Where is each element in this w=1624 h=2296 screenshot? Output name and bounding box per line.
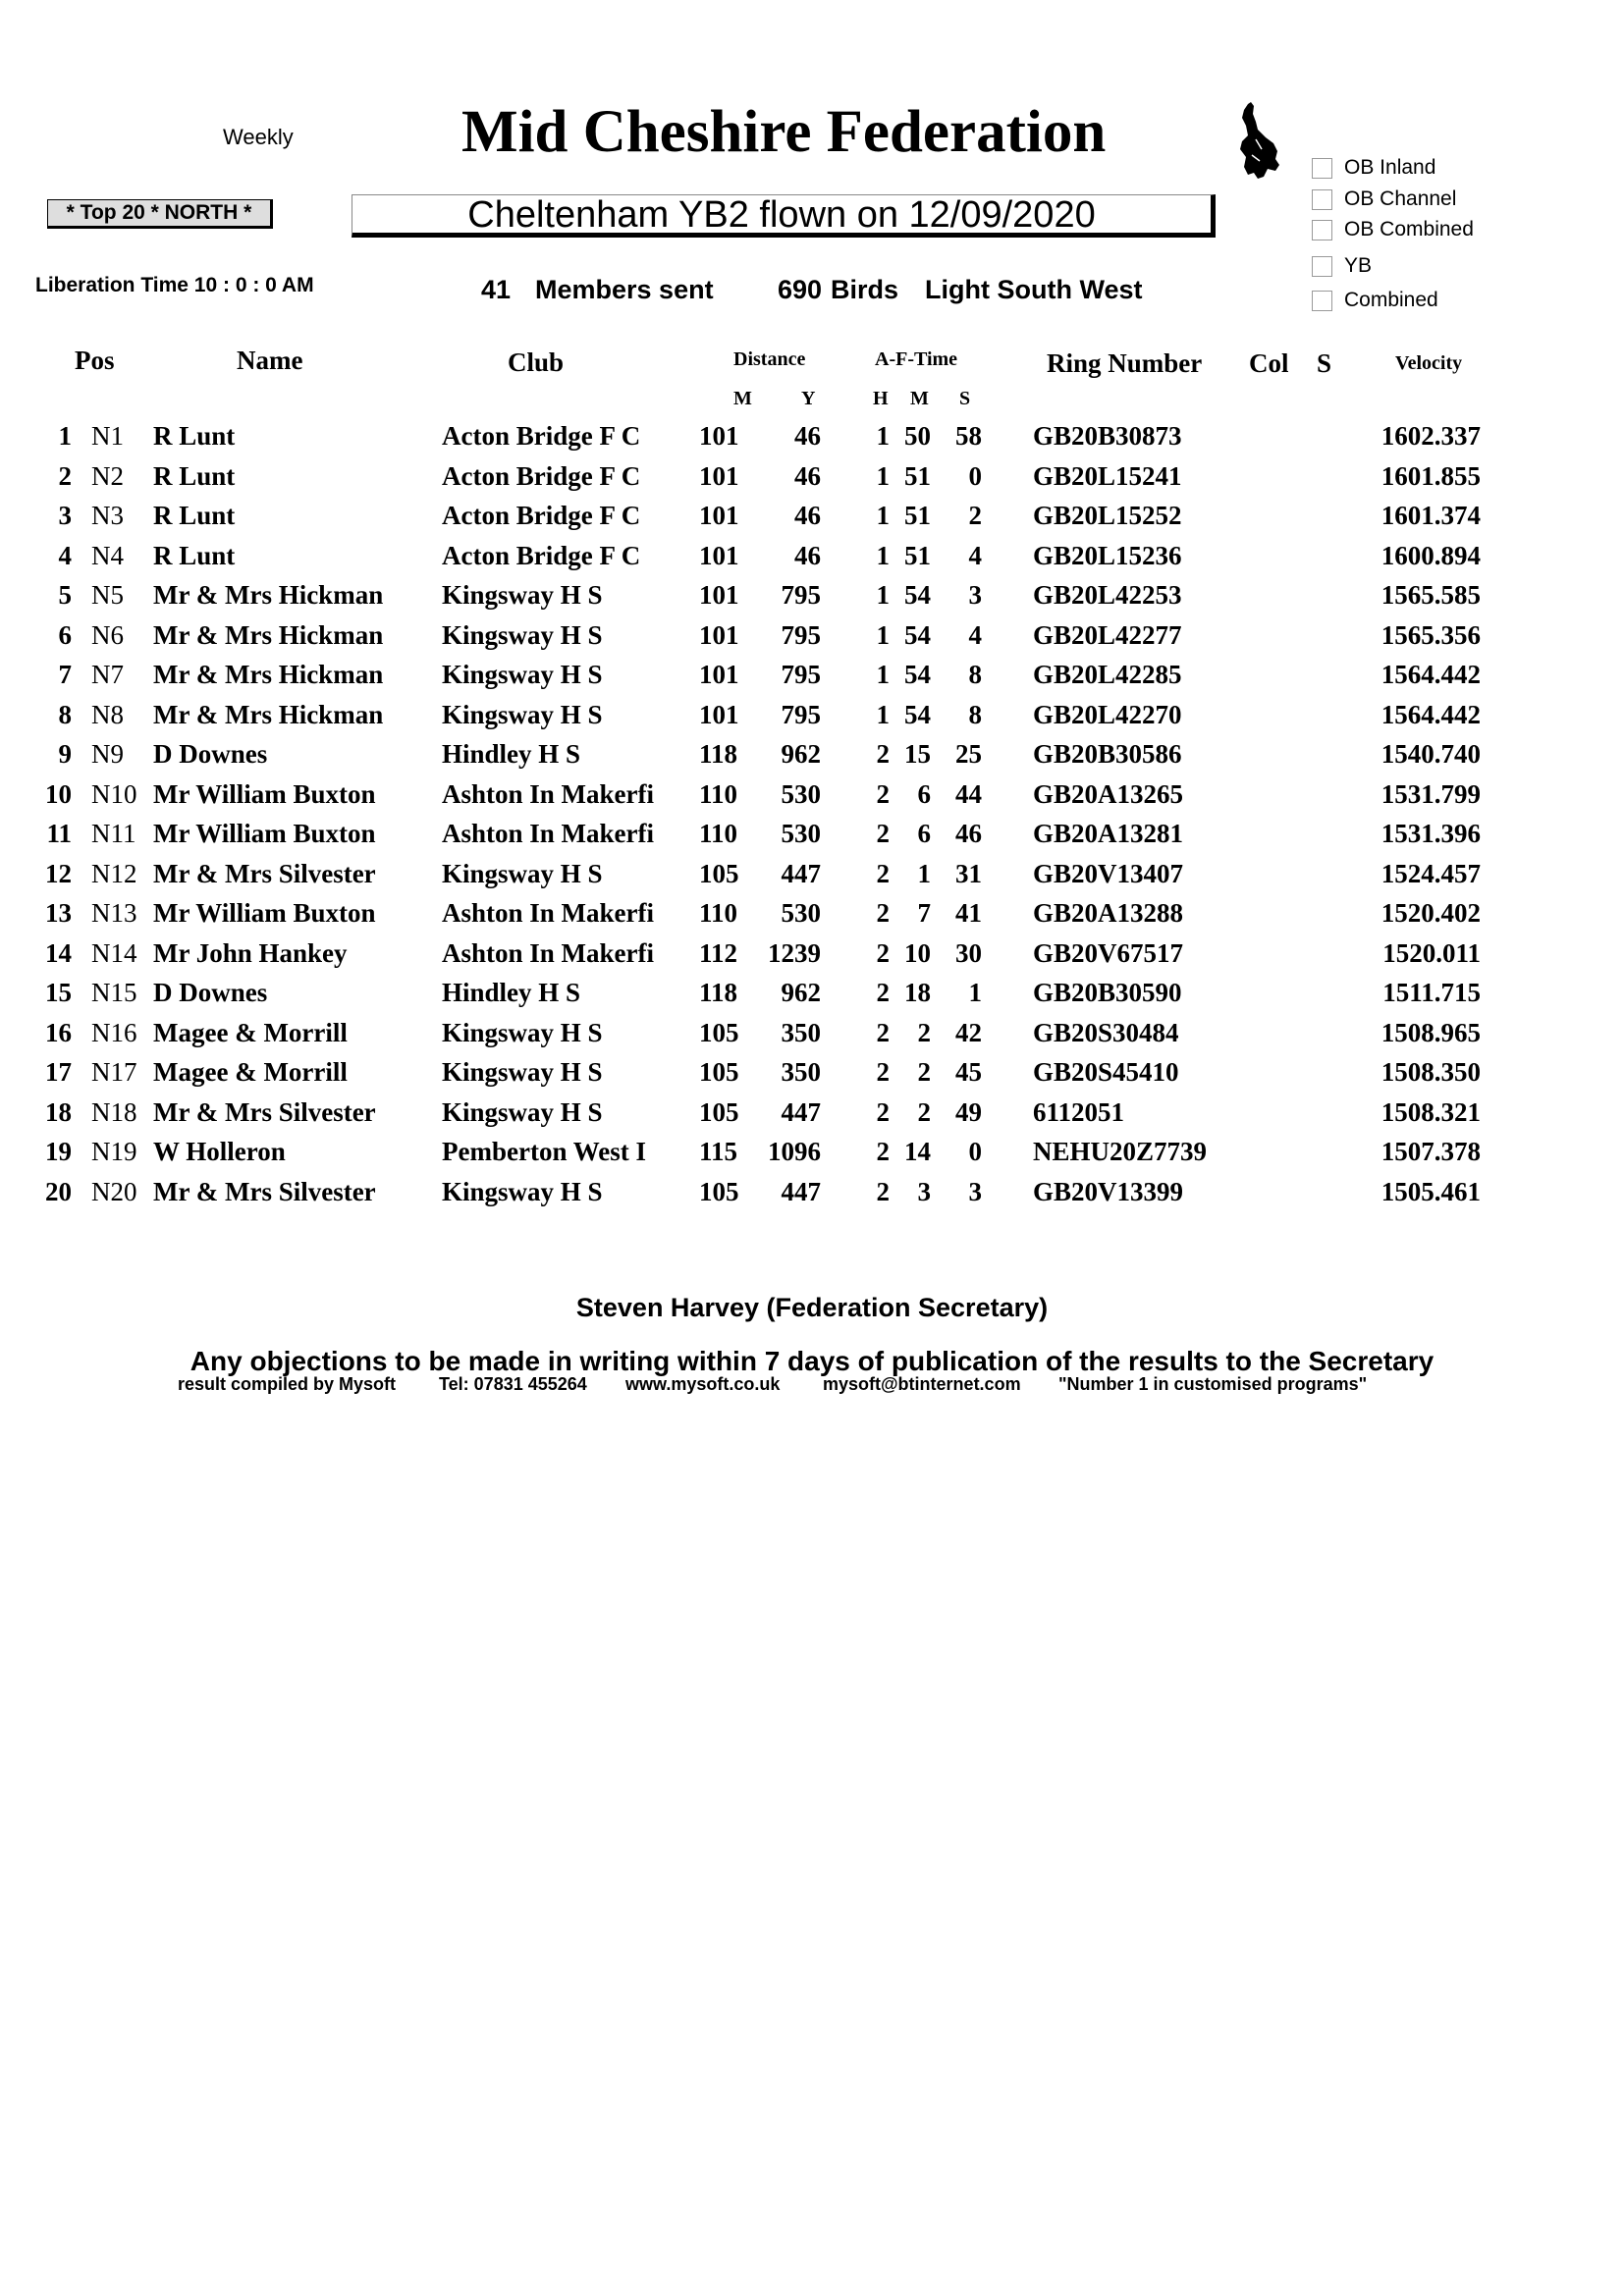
distance-yards: 350: [781, 1017, 821, 1047]
ring-number: GB20L15252: [1033, 501, 1182, 530]
ring-number: GB20A13288: [1033, 898, 1184, 928]
member-name: Mr William Buxton: [153, 778, 376, 809]
time-hours: 2: [876, 1017, 890, 1047]
secretary-signature: Steven Harvey (Federation Secretary): [575, 1293, 1049, 1322]
ring-number: GB20L42270: [1033, 699, 1182, 729]
club-name: Kingsway H S: [442, 619, 603, 650]
distance-yards: 795: [781, 699, 821, 729]
member-name: D Downes: [153, 739, 268, 769]
member-name: Mr & Mrs Silvester: [153, 1096, 376, 1127]
section-code: N16: [91, 1017, 137, 1047]
time-minutes: 15: [904, 739, 931, 769]
velocity: 1505.461: [1380, 1176, 1481, 1206]
position: 6: [58, 619, 72, 650]
velocity: 1564.442: [1380, 699, 1481, 729]
ring-number: GB20L15241: [1033, 460, 1182, 491]
position: 17: [45, 1057, 72, 1087]
checkbox[interactable]: [1312, 189, 1332, 210]
ring-number: GB20L42285: [1033, 660, 1182, 689]
checkbox[interactable]: [1312, 220, 1332, 240]
section-code: N17: [91, 1057, 137, 1087]
distance-yards: 46: [794, 540, 821, 570]
distance-yards: 46: [794, 501, 821, 530]
time-hours: 1: [876, 501, 890, 530]
section-code: N2: [91, 460, 124, 491]
section-code: N14: [91, 937, 137, 968]
velocity: 1531.396: [1380, 819, 1481, 848]
velocity: 1507.378: [1380, 1137, 1481, 1166]
distance-yards: 1239: [768, 937, 821, 968]
distance-yards: 46: [794, 421, 821, 451]
time-hours: 2: [876, 898, 890, 928]
table-row: [0, 501, 1624, 541]
position: 16: [45, 1017, 72, 1047]
birds-count: 690: [778, 275, 823, 304]
col-header-sex: S: [1317, 348, 1332, 378]
distance-miles: 101: [699, 580, 739, 610]
club-name: Hindley H S: [442, 739, 581, 769]
col-header-minutes: M: [910, 388, 929, 409]
time-hours: 2: [876, 1096, 890, 1127]
section-code: N19: [91, 1137, 137, 1166]
member-name: R Lunt: [153, 460, 236, 491]
time-seconds: 0: [968, 460, 982, 491]
members-label: Members sent: [535, 275, 714, 304]
distance-yards: 795: [781, 619, 821, 650]
checkbox[interactable]: [1312, 256, 1332, 277]
distance-yards: 530: [781, 819, 821, 848]
checkbox[interactable]: [1312, 291, 1332, 311]
time-hours: 2: [876, 858, 890, 888]
section-code: N12: [91, 858, 137, 888]
option-label: OB Combined: [1344, 218, 1474, 240]
velocity: 1565.585: [1380, 580, 1481, 610]
club-name: Ashton In Makerfi: [442, 819, 655, 848]
col-header-distance: Distance: [733, 348, 806, 370]
section-code: N13: [91, 898, 137, 928]
distance-yards: 447: [781, 858, 821, 888]
member-name: R Lunt: [153, 540, 236, 570]
pigeon-silhouette-icon: [1232, 100, 1281, 181]
distance-yards: 530: [781, 778, 821, 809]
time-seconds: 0: [968, 1137, 982, 1166]
time-minutes: 2: [917, 1017, 931, 1047]
section-code: N4: [91, 540, 124, 570]
time-minutes: 7: [917, 898, 931, 928]
slogan: "Number 1 in customised programs": [1058, 1374, 1368, 1394]
section-code: N9: [91, 739, 124, 769]
time-seconds: 8: [968, 699, 982, 729]
club-name: Kingsway H S: [442, 1096, 603, 1127]
club-name: Kingsway H S: [442, 580, 603, 610]
col-header-yards: Y: [801, 388, 816, 409]
member-name: Mr & Mrs Hickman: [153, 699, 384, 729]
time-hours: 1: [876, 699, 890, 729]
section-code: N8: [91, 699, 124, 729]
col-header-aftime: A-F-Time: [875, 348, 958, 370]
table-row: [0, 898, 1624, 938]
section-badge: * Top 20 * NORTH *: [47, 199, 273, 229]
table-row: [0, 541, 1624, 581]
time-hours: 2: [876, 819, 890, 848]
distance-yards: 1096: [768, 1137, 821, 1166]
distance-miles: 101: [699, 501, 739, 530]
col-header-velocity: Velocity: [1395, 352, 1463, 374]
time-hours: 2: [876, 778, 890, 809]
table-row: [0, 1177, 1624, 1217]
time-minutes: 54: [904, 699, 931, 729]
ring-number: GB20V13407: [1033, 858, 1184, 888]
club-name: Acton Bridge F C: [442, 501, 641, 530]
checkbox[interactable]: [1312, 158, 1332, 179]
ring-number: GB20L42277: [1033, 619, 1182, 650]
ring-number: 6112051: [1033, 1096, 1125, 1127]
time-minutes: 3: [917, 1176, 931, 1206]
website-link[interactable]: www.mysoft.co.uk: [625, 1374, 781, 1394]
velocity: 1508.965: [1380, 1017, 1481, 1047]
email-link[interactable]: mysoft@btinternet.com: [823, 1374, 1021, 1394]
option-label: OB Inland: [1344, 156, 1436, 179]
time-hours: 2: [876, 1137, 890, 1166]
velocity: 1602.337: [1380, 421, 1481, 451]
member-name: Mr & Mrs Hickman: [153, 580, 384, 610]
time-seconds: 4: [968, 540, 982, 570]
option-label: YB: [1344, 254, 1373, 277]
distance-miles: 101: [699, 660, 739, 689]
time-hours: 1: [876, 460, 890, 491]
section-code: N1: [91, 421, 124, 451]
position: 5: [58, 580, 72, 610]
distance-yards: 962: [781, 739, 821, 769]
table-row: [0, 859, 1624, 899]
distance-yards: 795: [781, 580, 821, 610]
position: 9: [58, 739, 72, 769]
position: 14: [45, 937, 72, 968]
time-hours: 2: [876, 739, 890, 769]
time-seconds: 8: [968, 660, 982, 689]
distance-miles: 112: [699, 937, 738, 968]
time-minutes: 18: [904, 978, 931, 1007]
col-header-seconds: S: [959, 388, 971, 409]
ring-number: GB20V67517: [1033, 937, 1184, 968]
col-header-pos: Pos: [75, 346, 115, 375]
member-name: D Downes: [153, 978, 268, 1007]
time-hours: 1: [876, 421, 890, 451]
phone-number: Tel: 07831 455264: [439, 1374, 587, 1394]
section-code: N11: [91, 819, 136, 848]
table-row: [0, 779, 1624, 820]
table-row: [0, 620, 1624, 661]
velocity: 1565.356: [1380, 619, 1481, 650]
position: 15: [45, 978, 72, 1007]
velocity: 1511.715: [1382, 978, 1481, 1007]
time-minutes: 6: [917, 778, 931, 809]
members-count: 41: [481, 275, 512, 304]
time-minutes: 10: [904, 937, 931, 968]
position: 18: [45, 1096, 72, 1127]
results-table: [0, 421, 1624, 1216]
table-row: [0, 421, 1624, 461]
time-minutes: 54: [904, 580, 931, 610]
club-name: Kingsway H S: [442, 660, 603, 689]
objections-notice: Any objections to be made in writing within 7 days of publication of the results to the Secretary: [189, 1346, 1435, 1376]
distance-yards: 530: [781, 898, 821, 928]
distance-yards: 962: [781, 978, 821, 1007]
club-name: Ashton In Makerfi: [442, 937, 655, 968]
wind-label: Light South West: [925, 275, 1143, 304]
club-name: Kingsway H S: [442, 1057, 603, 1087]
time-seconds: 1: [968, 978, 982, 1007]
distance-yards: 447: [781, 1096, 821, 1127]
time-minutes: 51: [904, 501, 931, 530]
page-title: Mid Cheshire Federation: [461, 99, 1107, 165]
velocity: 1601.374: [1380, 501, 1481, 530]
distance-miles: 110: [699, 819, 738, 848]
position: 19: [45, 1137, 72, 1166]
distance-yards: 350: [781, 1057, 821, 1087]
race-title: Cheltenham YB2 flown on 12/09/2020: [352, 194, 1216, 238]
distance-yards: 447: [781, 1176, 821, 1206]
time-hours: 1: [876, 540, 890, 570]
time-seconds: 44: [955, 778, 982, 809]
time-minutes: 51: [904, 540, 931, 570]
time-minutes: 51: [904, 460, 931, 491]
section-code: N7: [91, 660, 124, 689]
time-seconds: 49: [955, 1096, 982, 1127]
time-seconds: 4: [968, 619, 982, 650]
table-row: [0, 1018, 1624, 1058]
time-hours: 2: [876, 937, 890, 968]
ring-number: GB20S45410: [1033, 1057, 1179, 1087]
table-row: [0, 819, 1624, 859]
table-row: [0, 1137, 1624, 1177]
distance-miles: 101: [699, 540, 739, 570]
col-header-ring: Ring Number: [1047, 348, 1203, 378]
ring-number: GB20B30586: [1033, 739, 1182, 769]
distance-miles: 110: [699, 898, 738, 928]
birds-label: Birds: [831, 275, 899, 304]
ring-number: GB20A13281: [1033, 819, 1184, 848]
velocity: 1600.894: [1380, 540, 1481, 570]
table-row: [0, 1057, 1624, 1097]
velocity: 1531.799: [1380, 778, 1481, 809]
section-code: N18: [91, 1096, 137, 1127]
velocity: 1520.011: [1382, 937, 1481, 968]
ring-number: GB20S30484: [1033, 1017, 1179, 1047]
table-row: [0, 978, 1624, 1018]
velocity: 1601.855: [1380, 460, 1481, 491]
option-label: Combined: [1344, 289, 1438, 311]
time-minutes: 1: [917, 858, 931, 888]
distance-yards: 46: [794, 460, 821, 491]
section-code: N20: [91, 1176, 137, 1206]
time-seconds: 58: [955, 421, 982, 451]
time-seconds: 2: [968, 501, 982, 530]
time-seconds: 30: [955, 937, 982, 968]
velocity: 1508.321: [1380, 1096, 1481, 1127]
velocity: 1524.457: [1380, 858, 1481, 888]
velocity: 1540.740: [1380, 739, 1481, 769]
distance-miles: 118: [699, 739, 738, 769]
distance-miles: 101: [699, 460, 739, 491]
club-name: Ashton In Makerfi: [442, 778, 655, 809]
ring-number: GB20V13399: [1033, 1176, 1184, 1206]
velocity: 1564.442: [1380, 660, 1481, 689]
position: 11: [46, 819, 72, 848]
club-name: Pemberton West I: [442, 1137, 646, 1166]
position: 20: [45, 1176, 72, 1206]
ring-number: GB20B30590: [1033, 978, 1182, 1007]
time-seconds: 45: [955, 1057, 982, 1087]
member-name: Mr & Mrs Hickman: [153, 660, 384, 689]
col-header-miles: M: [733, 388, 752, 409]
time-minutes: 2: [917, 1096, 931, 1127]
position: 1: [58, 421, 72, 451]
position: 3: [58, 501, 72, 530]
col-header-hours: H: [873, 388, 889, 409]
ring-number: GB20L42253: [1033, 580, 1182, 610]
time-seconds: 3: [968, 580, 982, 610]
distance-miles: 101: [699, 619, 739, 650]
club-name: Kingsway H S: [442, 1176, 603, 1206]
member-name: R Lunt: [153, 501, 236, 530]
col-header-col: Col: [1249, 348, 1289, 378]
time-hours: 1: [876, 619, 890, 650]
frequency-label: Weekly: [223, 125, 294, 149]
distance-miles: 105: [699, 1017, 739, 1047]
table-row: [0, 660, 1624, 700]
table-row: [0, 938, 1624, 979]
position: 8: [58, 699, 72, 729]
distance-miles: 118: [699, 978, 738, 1007]
member-name: R Lunt: [153, 421, 236, 451]
distance-miles: 105: [699, 858, 739, 888]
member-name: Mr John Hankey: [153, 937, 348, 968]
position: 2: [58, 460, 72, 491]
section-code: N3: [91, 501, 124, 530]
time-seconds: 3: [968, 1176, 982, 1206]
distance-miles: 105: [699, 1096, 739, 1127]
time-seconds: 25: [955, 739, 982, 769]
distance-miles: 101: [699, 421, 739, 451]
distance-yards: 795: [781, 660, 821, 689]
time-seconds: 31: [955, 858, 982, 888]
distance-miles: 101: [699, 699, 739, 729]
club-name: Kingsway H S: [442, 1017, 603, 1047]
member-name: Mr William Buxton: [153, 819, 376, 848]
table-row: [0, 1097, 1624, 1138]
ring-number: GB20L15236: [1033, 540, 1182, 570]
club-name: Acton Bridge F C: [442, 460, 641, 491]
distance-miles: 110: [699, 778, 738, 809]
col-header-name: Name: [237, 346, 303, 375]
club-name: Kingsway H S: [442, 858, 603, 888]
time-hours: 2: [876, 1176, 890, 1206]
section-code: N10: [91, 778, 137, 809]
member-name: Magee & Morrill: [153, 1017, 348, 1047]
time-minutes: 14: [904, 1137, 931, 1166]
club-name: Kingsway H S: [442, 699, 603, 729]
time-hours: 1: [876, 580, 890, 610]
position: 12: [45, 858, 72, 888]
ring-number: NEHU20Z7739: [1033, 1137, 1208, 1166]
time-minutes: 50: [904, 421, 931, 451]
section-code: N15: [91, 978, 137, 1007]
member-name: Mr William Buxton: [153, 898, 376, 928]
liberation-time: Liberation Time 10 : 0 : 0 AM: [35, 274, 314, 296]
time-hours: 1: [876, 660, 890, 689]
time-seconds: 41: [955, 898, 982, 928]
club-name: Ashton In Makerfi: [442, 898, 655, 928]
ring-number: GB20B30873: [1033, 421, 1182, 451]
distance-miles: 115: [699, 1137, 738, 1166]
option-label: OB Channel: [1344, 187, 1457, 210]
time-hours: 2: [876, 978, 890, 1007]
time-minutes: 54: [904, 660, 931, 689]
table-row: [0, 700, 1624, 740]
time-seconds: 42: [955, 1017, 982, 1047]
time-minutes: 54: [904, 619, 931, 650]
member-name: Magee & Morrill: [153, 1057, 348, 1087]
club-name: Acton Bridge F C: [442, 540, 641, 570]
ring-number: GB20A13265: [1033, 778, 1184, 809]
member-name: W Holleron: [153, 1137, 286, 1166]
col-header-club: Club: [508, 347, 565, 377]
section-code: N5: [91, 580, 124, 610]
velocity: 1520.402: [1380, 898, 1481, 928]
table-row: [0, 461, 1624, 502]
position: 4: [58, 540, 72, 570]
distance-miles: 105: [699, 1176, 739, 1206]
velocity: 1508.350: [1380, 1057, 1481, 1087]
member-name: Mr & Mrs Hickman: [153, 619, 384, 650]
time-minutes: 2: [917, 1057, 931, 1087]
club-name: Acton Bridge F C: [442, 421, 641, 451]
club-name: Hindley H S: [442, 978, 581, 1007]
time-minutes: 6: [917, 819, 931, 848]
time-hours: 2: [876, 1057, 890, 1087]
position: 10: [45, 778, 72, 809]
position: 7: [58, 660, 72, 689]
member-name: Mr & Mrs Silvester: [153, 1176, 376, 1206]
member-name: Mr & Mrs Silvester: [153, 858, 376, 888]
position: 13: [45, 898, 72, 928]
distance-miles: 105: [699, 1057, 739, 1087]
time-seconds: 46: [955, 819, 982, 848]
compiled-by: result compiled by Mysoft: [178, 1374, 397, 1394]
table-row: [0, 580, 1624, 620]
table-row: [0, 739, 1624, 779]
section-code: N6: [91, 619, 124, 650]
